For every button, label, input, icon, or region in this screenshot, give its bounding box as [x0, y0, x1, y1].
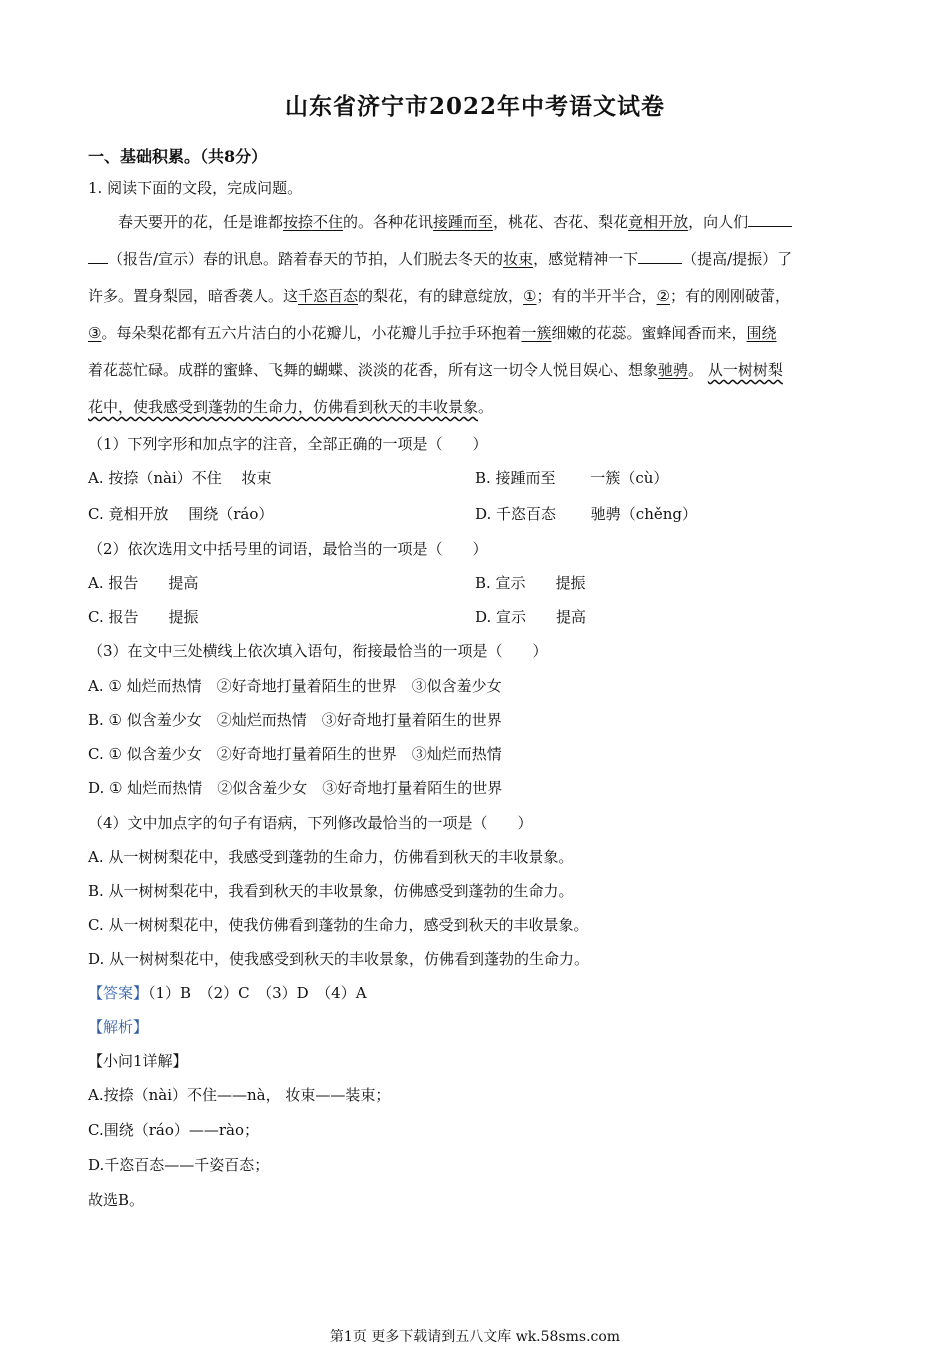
passage-text: 。 [478, 398, 494, 416]
detail-conclusion: 故选B。 [88, 1191, 145, 1209]
fill-blank [88, 249, 108, 264]
option-2a: A. 报告 提高 [88, 574, 199, 592]
analysis-tag: 【解析】 [88, 1018, 149, 1036]
passage-text: ，桃花、杏花、梨花 [493, 213, 629, 231]
answer-text: （1）B （2）C （3）D （4）A [148, 984, 367, 1002]
fill-blank [638, 249, 682, 264]
passage-text: （提高/提振）了 [682, 250, 793, 268]
option-4c: C. 从一树树梨花中，使我仿佛看到蓬勃的生命力，感受到秋天的丰收景象。 [88, 916, 589, 934]
passage-text: 。 [688, 361, 704, 379]
option-4d: D. 从一树树梨花中，使我感受到秋天的丰收景象，仿佛看到蓬勃的生命力。 [88, 950, 590, 968]
sub-question-4: （4）文中加点字的句子有语病，下列修改最恰当的一项是（ ） [88, 814, 533, 832]
option-2b: B. 宣示 提振 [475, 574, 586, 592]
underlined-word: 驰骋 [658, 361, 689, 379]
passage-text: ，向人们 [688, 213, 749, 231]
passage-text: 的。各种花讯 [343, 213, 434, 231]
option-3c: C. ① 似含羞少女 ②好奇地打量着陌生的世界 ③灿烂而热情 [88, 745, 502, 763]
passage-text: ；有的半开半合， [536, 287, 657, 305]
reading-passage [88, 204, 863, 241]
answer-line [88, 983, 367, 1003]
passage-text: 着花蕊忙碌。成群的蜜蜂、飞舞的蝴蝶、淡淡的花香，所有这一切令人悦目娱心、想象 [88, 361, 659, 379]
underlined-word: 一簇 [521, 324, 552, 342]
reading-passage-line-4 [88, 315, 863, 352]
dotted-sentence: 花中，使我感受到蓬勃的生命力，仿佛看到秋天的丰收景象 [88, 398, 479, 416]
detail-line-3: D.千恣百态——千姿百态； [88, 1156, 270, 1174]
detail-tag: 【小问1详解】 [88, 1052, 188, 1070]
fill-blank [748, 212, 792, 227]
passage-text: 春天要开的花，任是谁都 [118, 213, 284, 231]
underlined-word: 按捺不住 [283, 213, 344, 231]
reading-passage-line-3 [88, 278, 863, 315]
section-heading: 一、基础积累。（共8分） [88, 147, 268, 166]
underlined-word: 接踵而至 [433, 213, 494, 231]
option-1c: C. 竟相开放 围绕（ráo） [88, 505, 274, 523]
underlined-word: 妆束 [503, 250, 534, 268]
answer-tag: 【答案】 [88, 984, 149, 1002]
dotted-sentence: 从一树树梨 [707, 361, 783, 379]
option-4a: A. 从一树树梨花中，我感受到蓬勃的生命力，仿佛看到秋天的丰收景象。 [88, 848, 574, 866]
page-title: 山东省济宁市2022年中考语文试卷 [284, 93, 665, 120]
passage-text: （报告/宣示）春的讯息。踏着春天的节拍，人们脱去冬天的 [108, 250, 504, 268]
reading-passage-line-5 [88, 352, 863, 389]
sub-question-1: （1）下列字形和加点字的注音，全部正确的一项是（ ） [88, 435, 488, 453]
blank-marker-2: ② [656, 287, 670, 305]
underlined-word: 围绕 [746, 324, 777, 342]
option-2c: C. 报告 提振 [88, 608, 199, 626]
underlined-word: 竟相开放 [628, 213, 689, 231]
option-2d: D. 宣示 提高 [475, 608, 587, 626]
blank-marker-3: ③ [88, 324, 102, 342]
passage-text: ；有的刚刚破蕾， [669, 287, 790, 305]
option-3b: B. ① 似含羞少女 ②灿烂而热情 ③好奇地打量着陌生的世界 [88, 711, 502, 729]
passage-text: 。每朵梨花都有五六片洁白的小花瓣儿，小花瓣儿手拉手环抱着 [101, 324, 522, 342]
blank-marker-1: ① [523, 287, 537, 305]
passage-text: 细嫩的花蕊。蜜蜂闻香而来， [551, 324, 747, 342]
passage-text: 的梨花，有的肆意绽放， [358, 287, 524, 305]
sub-question-2: （2）依次选用文中括号里的词语，最恰当的一项是（ ） [88, 540, 488, 558]
question-1-prompt: 1. 阅读下面的文段，完成问题。 [88, 179, 303, 197]
option-3a: A. ① 灿烂而热情 ②好奇地打量着陌生的世界 ③似含羞少女 [88, 677, 502, 695]
passage-text: ，感觉精神一下 [533, 250, 639, 268]
detail-line-2: C.围绕（ráo）——rào； [88, 1121, 259, 1139]
sub-question-3: （3）在文中三处横线上依次填入语句，衔接最恰当的一项是（ ） [88, 642, 548, 660]
option-3d: D. ① 灿烂而热情 ②似含羞少女 ③好奇地打量着陌生的世界 [88, 779, 503, 797]
detail-line-1: A.按捺（nài）不住——nà， 妆束——装束； [88, 1086, 391, 1104]
page-footer: 第1页 更多下载请到五八文库 wk.58sms.com [329, 1329, 621, 1345]
reading-passage-line-2 [88, 241, 863, 278]
option-1d: D. 千恣百态 驰骋（chěng） [475, 505, 697, 523]
reading-passage-line-6 [88, 389, 863, 426]
underlined-word: 千恣百态 [298, 287, 359, 305]
option-4b: B. 从一树树梨花中，我看到秋天的丰收景象，仿佛感受到蓬勃的生命力。 [88, 882, 574, 900]
option-1a: A. 按捺（nài）不住 妆束 [88, 469, 272, 487]
passage-text: 许多。置身梨园，暗香袭人。这 [88, 287, 299, 305]
option-1b: B. 接踵而至 一簇（cù） [475, 469, 669, 487]
